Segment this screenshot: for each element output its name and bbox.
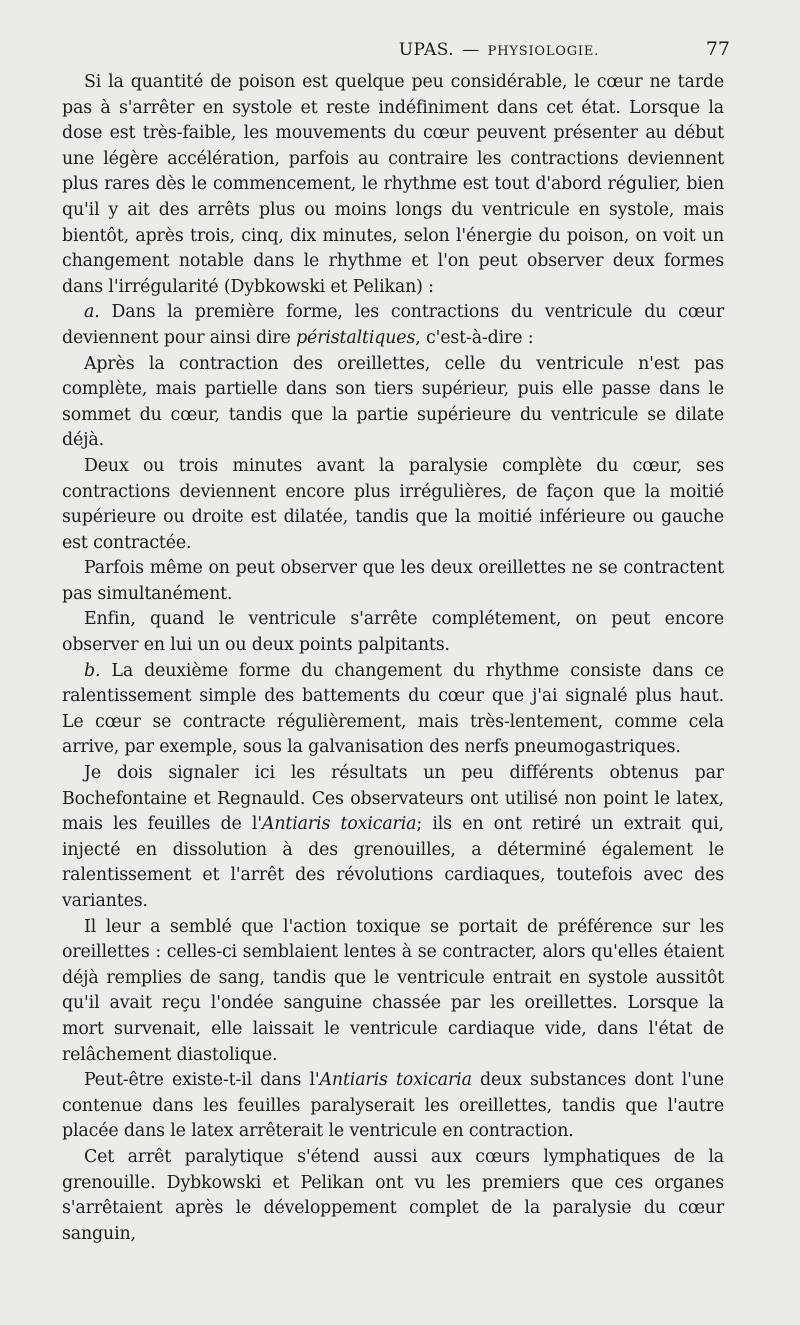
paragraph <box>62 915 724 1069</box>
running-head <box>62 38 730 68</box>
paragraph-text: Cet arrêt paralytique s'étend aussi aux cœurs lymphatiques de la grenouille. Dybkowski et Pelikan ont vu les premiers que ces organes s'arrêtaient après le développement complet de la paralysie du cœur sanguin, <box>62 1146 724 1244</box>
italic-text: Antiaris toxicaria <box>261 814 417 835</box>
paragraph-text: Peut-être existe-t-il dans l' <box>84 1070 320 1091</box>
paragraph-text: , c'est-à-dire : <box>415 327 534 348</box>
paragraph <box>62 761 724 915</box>
paragraph-text: Après la contraction des oreillettes, celle du ventricule n'est pas complète, mais partielle dans son tiers supérieur, puis elle passe dans le sommet du cœur, tandis que la partie supérieure du ventricule se dilate déjà. <box>62 353 724 451</box>
paragraph-text: ; ils en ont retiré un extrait qui, injecté en dissolution à des grenouilles, a déterminé également le ralentissement et l'arrêt des révolutions cardiaques, toutefois avec des variantes. <box>62 814 724 911</box>
paragraph <box>62 352 724 454</box>
paragraph <box>62 607 724 658</box>
paragraph <box>62 1145 724 1247</box>
paragraph <box>62 1068 724 1145</box>
paragraph-text: La deuxième forme du changement du rhythme consiste dans ce ralentissement simple des battements du cœur que j'ai signalé plus haut. Le cœur se contracte régulièrement, mais très-lentement, comme cela arrive, par exemple, sous la galvanisation des nerfs pneumogastriques. <box>62 660 724 758</box>
running-head-subject: PHYSIOLOGIE. <box>487 44 600 59</box>
paragraph-text: Si la quantité de poison est quelque peu considérable, le cœur ne tarde pas à s'arrêter en systole et reste indéfiniment dans cet état. Lorsque la dose est très-faible, les mouvements du cœur peuvent présenter au début une légère accélération, parfois au contraire les contractions deviennent plus rares dès le commencement, le rhythme est tout d'abord régulier, bien qu'il y ait des arrêts plus ou moins longs du ventricule en systole, mais bientôt, après trois, cinq, dix minutes, selon l'énergie du poison, on voit un changement notable dans le rhythme et l'on peut observer deux formes dans l'irrégularité (Dybkowski et Pelikan) : <box>62 72 724 297</box>
paragraph <box>62 454 724 556</box>
running-head-section: UPAS. <box>398 40 455 60</box>
paragraph-text: Je dois signaler ici les résultats un peu différents obtenus par Bochefontaine et Regnauld. Ces observateurs ont utilisé non point le latex, mais les feuilles de l' <box>62 763 724 835</box>
paragraph-text: Enfin, quand le ventricule s'arrête complétement, on peut encore observer en lui un ou deux points palpitants. <box>62 609 724 656</box>
paragraph-text: Dans la première forme, les contractions du ventricule du cœur deviennent pour ainsi dire <box>62 302 724 348</box>
italic-text: a. <box>84 302 100 323</box>
page-number: 77 <box>705 38 730 60</box>
paragraph-text: Parfois même on peut observer que les deux oreillettes ne se contractent pas simultanément. <box>62 558 724 604</box>
running-head-separator: — <box>462 40 480 60</box>
running-head-title <box>399 40 599 60</box>
italic-text: péristaltiques <box>296 327 416 348</box>
paragraph-text: deux substances dont l'une contenue dans les feuilles paralyserait les oreillettes, tandis que l'autre placée dans le latex arrêterait le ventricule en contraction. <box>62 1070 724 1142</box>
italic-text: b. <box>84 660 101 681</box>
paragraph-text: Deux ou trois minutes avant la paralysie complète du cœur, ses contractions deviennent encore plus irrégulières, de façon que la moitié supérieure ou droite est dilatée, tandis que la moitié inférieure ou gauche est contractée. <box>62 455 724 553</box>
paragraph <box>62 70 724 300</box>
paragraph <box>62 556 724 607</box>
paragraph <box>62 659 724 761</box>
body-text <box>62 70 724 1247</box>
italic-text: Antiaris toxicaria <box>319 1070 472 1091</box>
paragraph <box>62 300 724 351</box>
paragraph-text: Il leur a semblé que l'action toxique se portait de préférence sur les oreillettes : celles-ci semblaient lentes à se contracter, alors qu'elles étaient déjà remplies de sang, tandis que le ventricule entrait en systole aussitôt qu'il avait reçu l'ondée sanguine chassée par les oreillettes. Lorsque la mort survenait, elle laissait le ventricule cardiaque vide, dans l'état de relâchement diastolique. <box>62 916 724 1065</box>
